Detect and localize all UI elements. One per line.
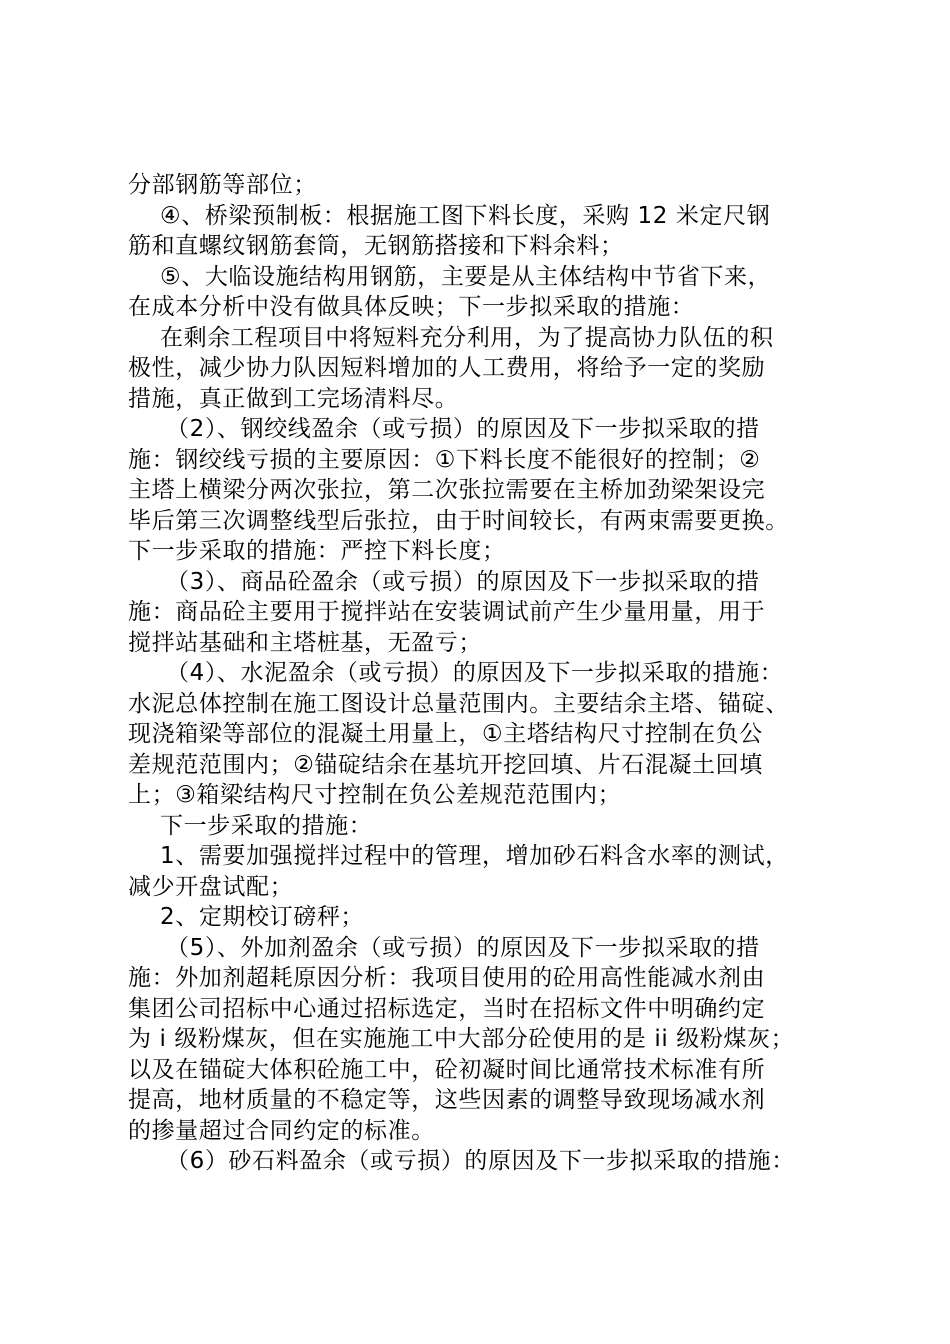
text-line: 施：外加剂超耗原因分析：我项目使用的砼用高性能减水剂由	[128, 965, 766, 991]
text-line: 减少开盘试配；	[128, 873, 294, 900]
text-line: 施：商品砼主要用于搅拌站在安装调试前产生少量用量，用于	[128, 599, 766, 625]
text-line: 施：钢绞线亏损的主要原因：①下料长度不能很好的控制；②	[128, 446, 761, 473]
text-line: 现浇箱梁等部位的混凝土用量上，①主塔结构尺寸控制在负公	[128, 721, 763, 747]
text-line: 集团公司招标中心通过招标选定，当时在招标文件中明确约定	[128, 995, 766, 1022]
text-line: 上；③箱梁结构尺寸控制在负公差规范范围内；	[128, 782, 622, 808]
text-line: 下一步采取的措施：	[160, 812, 373, 839]
text-line: 在剩余工程项目中将短料充分利用，为了提高协力队伍的积	[160, 324, 774, 351]
text-line: 为 i 级粉煤灰，但在实施施工中大部分砼使用的是 ii 级粉煤灰；	[128, 1026, 795, 1052]
text-line: 以及在锚碇大体积砼施工中，砼初凝时间比通常技术标准有所	[128, 1056, 766, 1083]
text-line: 的掺量超过合同约定的标准。	[128, 1117, 435, 1144]
text-line: 搅拌站基础和主塔桩基，无盈亏；	[128, 629, 482, 656]
text-line: 分部钢筋等部位；	[128, 172, 317, 198]
text-line: （5）、外加剂盈余（或亏损）的原因及下一步拟采取的措	[166, 934, 760, 961]
text-line: ⑤、大临设施结构用钢筋，主要是从主体结构中节省下来，	[160, 263, 772, 290]
text-line: 2、定期校订磅秤；	[160, 904, 365, 930]
text-line: （6）砂石料盈余（或亏损）的原因及下一步拟采取的措施：	[166, 1148, 795, 1174]
text-line: 下一步采取的措施：严控下料长度；	[128, 538, 506, 564]
text-line: （2）、钢绞线盈余（或亏损）的原因及下一步拟采取的措	[166, 416, 760, 442]
text-line: 措施，真正做到工完场清料尽。	[128, 385, 459, 412]
text-line: 极性，减少协力队因短料增加的人工费用，将给予一定的奖励	[128, 355, 766, 381]
text-line: 毕后第三次调整线型后张拉，由于时间较长，有两束需要更换。	[128, 507, 789, 534]
text-line: 差规范范围内；②锚碇结余在基坑开挖回填、片石混凝土回填	[128, 751, 763, 778]
text-line: 提高，地材质量的不稳定等，这些因素的调整导致现场减水剂	[128, 1087, 766, 1113]
text-line: ④、桥梁预制板：根据施工图下料长度，采购 12 米定尺钢	[160, 202, 771, 229]
document-body	[128, 170, 840, 1177]
text-line: 1、需要加强搅拌过程中的管理，增加砂石料含水率的测试，	[160, 843, 789, 869]
text-line: 主塔上横梁分两次张拉，第二次张拉需要在主桥加劲梁架设完	[128, 477, 766, 503]
text-line: 筋和直螺纹钢筋套筒，无钢筋搭接和下料余料；	[128, 233, 624, 259]
text-line: 水泥总体控制在施工图设计总量范围内。主要结余主塔、锚碇、	[128, 690, 789, 717]
text-line: （3）、商品砼盈余（或亏损）的原因及下一步拟采取的措	[166, 568, 760, 595]
text-line: （4）、水泥盈余（或亏损）的原因及下一步拟采取的措施：	[166, 660, 784, 686]
text-line: 在成本分析中没有做具体反映；下一步拟采取的措施：	[128, 294, 695, 320]
